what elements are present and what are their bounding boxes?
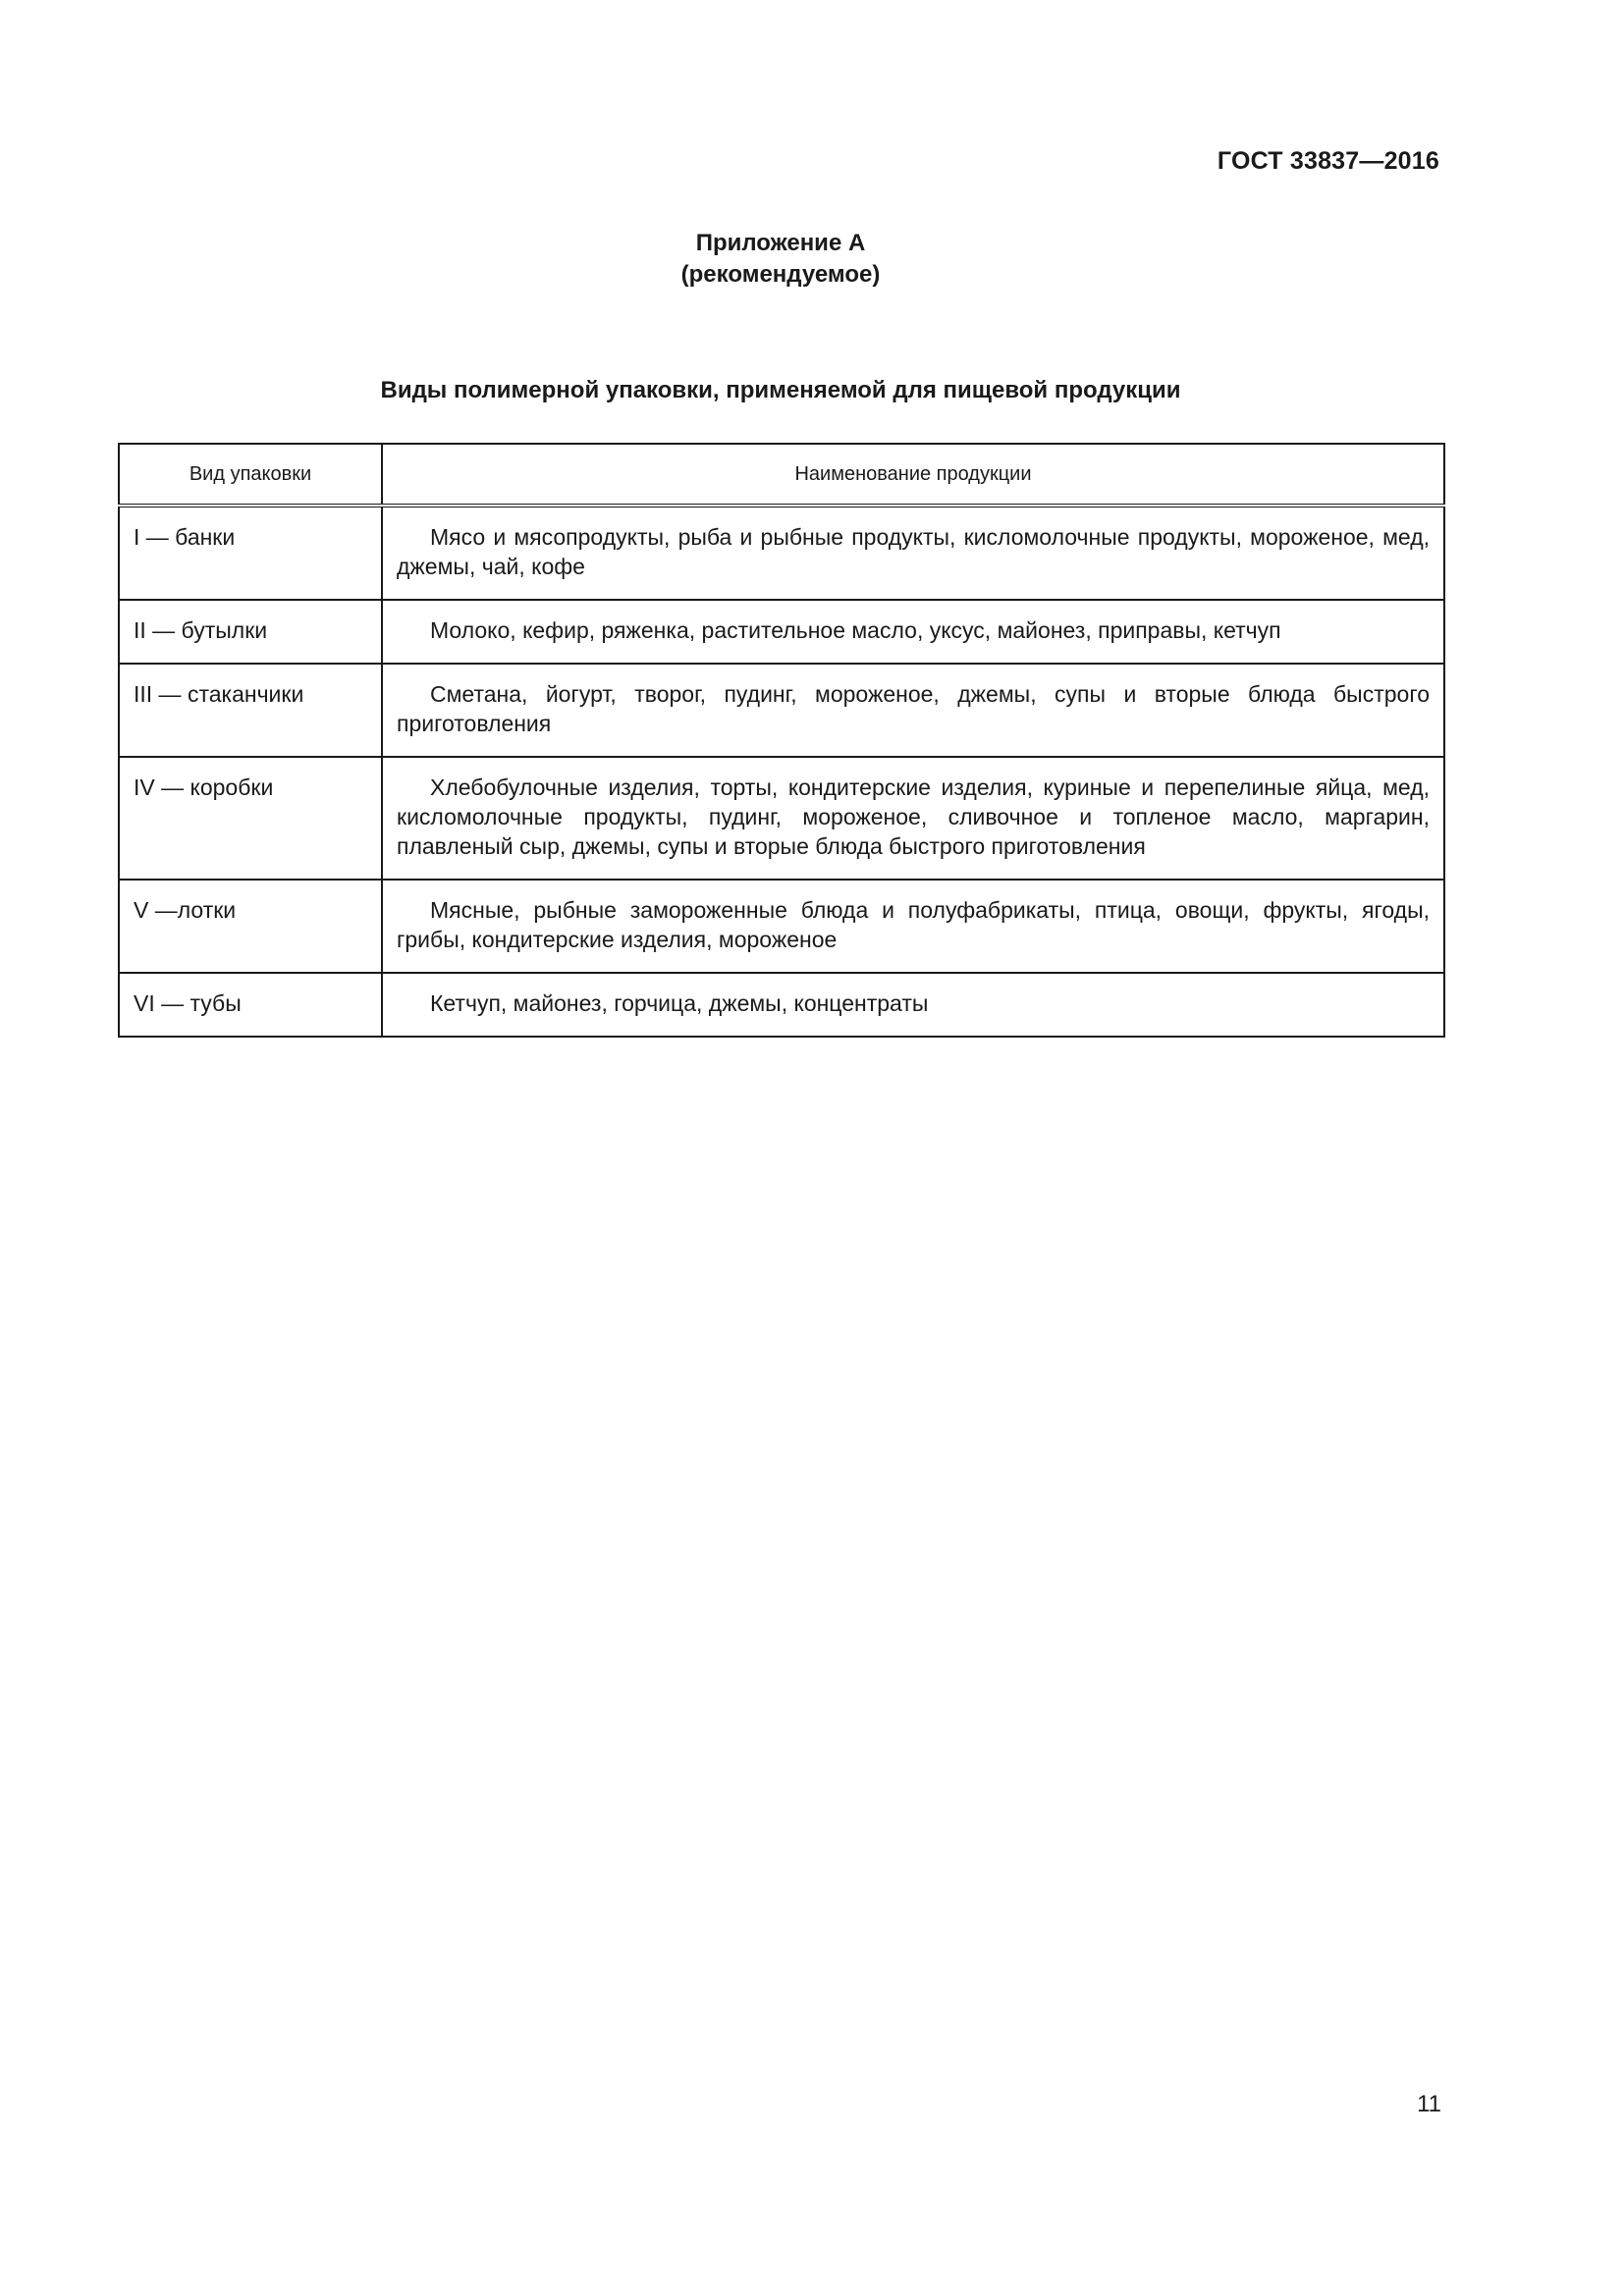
- standard-number: ГОСТ 33837—2016: [1217, 147, 1439, 175]
- table-header-row: [119, 444, 1444, 506]
- package-type-cell: I — банки: [119, 506, 382, 600]
- products-cell: Молоко, кефир, ряженка, растительное масло, уксус, майонез, приправы, кетчуп: [382, 600, 1444, 664]
- appendix-title: Приложение А: [695, 230, 866, 256]
- package-type-cell: V —лотки: [119, 880, 382, 973]
- appendix-status: (рекомендуемое): [680, 261, 881, 288]
- package-type-cell: VI — тубы: [119, 973, 382, 1037]
- table-row: [119, 880, 1444, 973]
- products-cell: Хлебобулочные изделия, торты, кондитерские изделия, куриные и перепелиные яйца, мед, кисломолочные продукты, пудинг, мороженое, сливочное и топленое масло, маргарин, плавленый сыр, джемы, супы и вторые блюда быстрого приготовления: [382, 757, 1444, 880]
- products-cell: Мясные, рыбные замороженные блюда и полуфабрикаты, птица, овощи, фрукты, ягоды, грибы, кондитерские изделия, мороженое: [382, 880, 1444, 973]
- table-row: [119, 600, 1444, 664]
- products-cell: Мясо и мясопродукты, рыба и рыбные продукты, кисломолочные продукты, мороженое, мед, джемы, чай, кофе: [397, 524, 1430, 579]
- package-type-cell: IV — коробки: [119, 757, 382, 880]
- table-row: [119, 973, 1444, 1037]
- header-product-name: Наименование продукции: [382, 444, 1444, 506]
- table-row: [119, 506, 1444, 600]
- table-row: [119, 757, 1444, 880]
- packaging-table: [118, 443, 1445, 1038]
- products-cell: Кетчуп, майонез, горчица, джемы, концентраты: [382, 973, 1444, 1037]
- table-title: Виды полимерной упаковки, применяемой для пищевой продукции: [380, 377, 1181, 403]
- products-cell: Сметана, йогурт, творог, пудинг, мороженое, джемы, супы и вторые блюда быстрого приготовления: [382, 664, 1444, 757]
- package-type-cell: II — бутылки: [119, 600, 382, 664]
- table-row: [119, 664, 1444, 757]
- page-number: 11: [1417, 2091, 1441, 2117]
- appendix-heading: [0, 228, 1561, 291]
- header-package-type: Вид упаковки: [119, 444, 382, 506]
- package-type-cell: III — стаканчики: [119, 664, 382, 757]
